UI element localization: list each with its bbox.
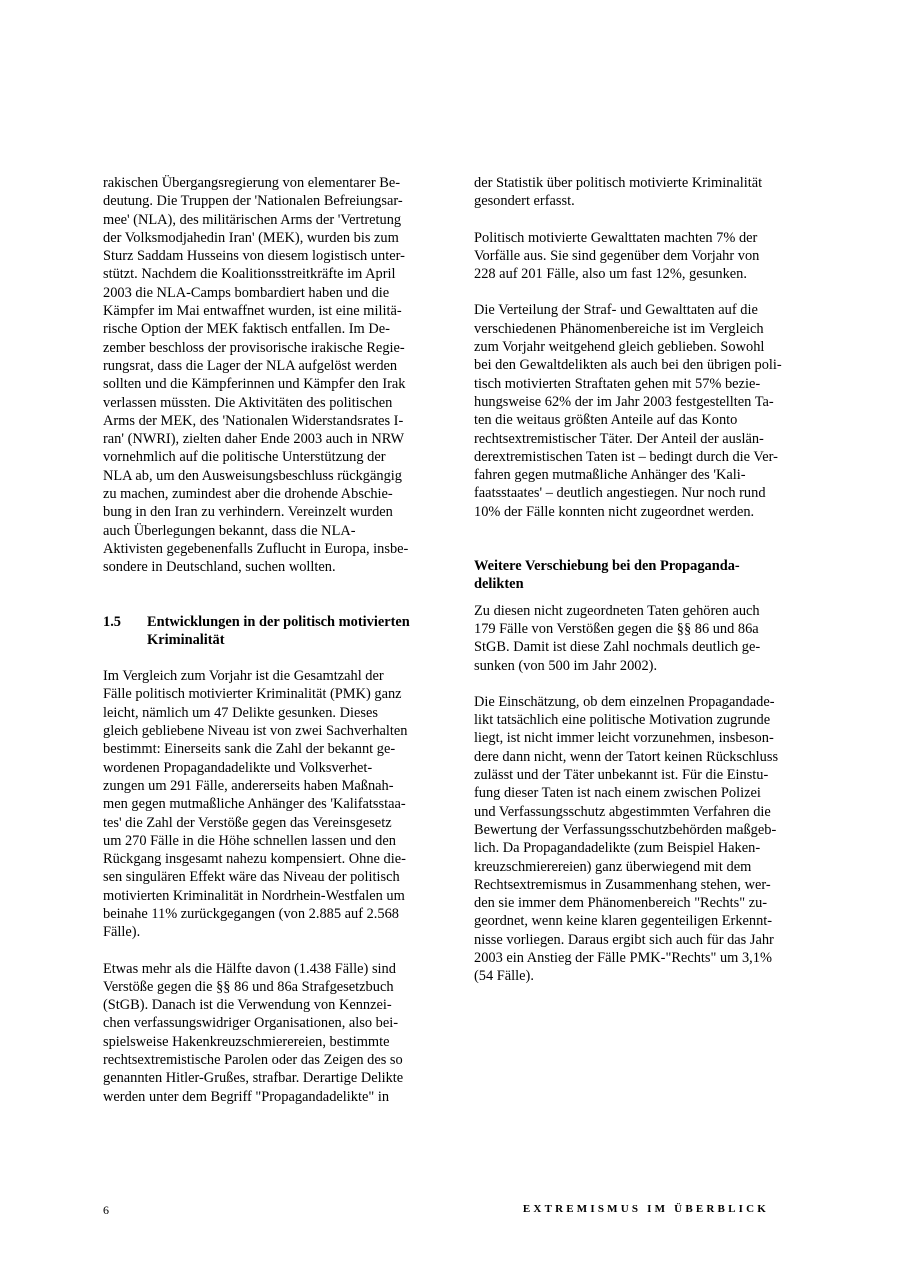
text-line: faatsstaates' – deutlich angestiegen. Nur noch rund	[474, 485, 766, 502]
paragraph-einschaetzung	[474, 693, 796, 986]
text-line: geordnet, wenn keine klaren gegenteiligen Erkennt-	[474, 913, 773, 930]
text-line: Die Einschätzung, ob dem einzelnen Propagandade-	[474, 693, 775, 710]
text-line: Entwicklungen in der politisch motivierten	[147, 613, 410, 630]
text-line: Weitere Verschiebung bei den Propaganda-	[474, 558, 740, 575]
text-line: kreuzschmierereien) ganz überwiegend mit dem	[474, 858, 752, 875]
text-line: rische Option der MEK faktisch entfallen. Im De-	[103, 321, 390, 338]
text-line: bei den Gewaltdelikten als auch bei den übrigen poli-	[474, 357, 782, 374]
text-line: dere dann nicht, wenn der Tatort keinen Rückschluss	[474, 748, 779, 765]
text-line: derextremistischen Taten ist – bedingt durch die Ver-	[474, 448, 778, 465]
text-line: Die Verteilung der Straf- und Gewalttaten auf die	[474, 302, 758, 319]
text-line: gesondert erfasst.	[474, 193, 575, 210]
text-line: werden unter dem Begriff "Propagandadelikte" in	[103, 1088, 390, 1105]
text-line: auch Überlegungen bekannt, dass die NLA-	[103, 522, 356, 539]
section-title	[147, 613, 410, 650]
text-line: chen verfassungswidriger Organisationen, also bei-	[103, 1015, 399, 1032]
text-line: Sturz Saddam Husseins von diesem logistisch unter-	[103, 248, 405, 265]
text-line: zu machen, zumindest aber die drohende Abschie-	[103, 486, 393, 503]
text-line: 228 auf 201 Fälle, also um fast 12%, gesunken.	[474, 266, 747, 283]
text-line: der Volksmodjahedin Iran' (MEK), wurden bis zum	[103, 229, 399, 246]
text-line: (StGB). Danach ist die Verwendung von Kennzei-	[103, 997, 392, 1014]
subsection-heading	[474, 557, 796, 594]
text-line: rechtsextremistische Parolen oder das Zeigen des so	[103, 1052, 403, 1069]
text-line: Rechtsextremismus in Zusammenhang stehen, wer-	[474, 876, 771, 893]
text-line: und Verfassungsschutz abgestimmten Verfahren die	[474, 803, 771, 820]
text-line: fahren gegen mutmaßliche Anhänger des 'Kali-	[474, 467, 746, 484]
text-line: likt tatsächlich eine politische Motivation zugrunde	[474, 712, 771, 729]
right-column	[474, 174, 796, 986]
text-line: verschiedenen Phänomenbereiche ist im Vergleich	[474, 320, 764, 337]
text-line: 10% der Fälle konnten nicht zugeordnet werden.	[474, 503, 755, 520]
paragraph-pmk-overview	[103, 667, 425, 941]
text-line: rechtsextremistischer Täter. Der Anteil der auslän-	[474, 430, 764, 447]
text-line: Kämpfer im Mai entwaffnet wurden, ist eine militä-	[103, 303, 402, 320]
text-line: deutung. Die Truppen der 'Nationalen Befreiungsar-	[103, 193, 403, 210]
text-line: Fälle politisch motivierter Kriminalität (PMK) ganz	[103, 686, 402, 703]
text-line: tes' die Zahl der Verstöße gegen das Vereinsgesetz	[103, 814, 392, 831]
text-line: beinahe 11% zurückgegangen (von 2.885 auf 2.568	[103, 905, 399, 922]
text-line: gleich gebliebene Niveau ist von zwei Sachverhalten	[103, 723, 408, 740]
text-line: bestimmt: Einerseits sank die Zahl der bekannt ge-	[103, 741, 396, 758]
text-line: leicht, nämlich um 47 Delikte gesunken. Dieses	[103, 704, 378, 721]
left-column	[103, 174, 425, 1106]
text-line: vornehmlich auf die politische Unterstützung der	[103, 449, 386, 466]
text-line: sondere in Deutschland, suchen wollten.	[103, 559, 336, 576]
text-line: nisse vorliegen. Daraus ergibt sich auch für das Jahr	[474, 931, 774, 948]
text-line: hungsweise 62% der im Jahr 2003 festgestellten Ta-	[474, 393, 774, 410]
text-line: bung in den Iran zu verhindern. Vereinzelt wurden	[103, 504, 393, 521]
text-line: zungen um 291 Fälle, andererseits haben Maßnah-	[103, 777, 394, 794]
text-line: ten die weitaus größten Anteile auf das Konto	[474, 412, 738, 429]
text-line: verlassen müssten. Die Aktivitäten des politischen	[103, 394, 393, 411]
text-line: Zu diesen nicht zugeordneten Taten gehören auch	[474, 602, 760, 619]
text-line: der Statistik über politisch motivierte Kriminalität	[474, 175, 763, 191]
text-line: den sie immer dem Phänomenbereich "Rechts" zu-	[474, 895, 768, 912]
text-line: Bewertung der Verfassungsschutzbehörden maßgeb-	[474, 821, 777, 838]
text-line: Etwas mehr als die Hälfte davon (1.438 Fälle) sind	[103, 960, 396, 977]
text-line: genannten Hitler-Grußes, strafbar. Derartige Delikte	[103, 1070, 404, 1087]
text-line: rakischen Übergangsregierung von elementarer Be-	[103, 175, 401, 191]
text-line: zember beschloss der provisorische irakische Regie-	[103, 339, 405, 356]
text-line: men gegen mutmaßliche Anhänger des 'Kalifatsstaa-	[103, 796, 406, 813]
text-line: Vorfälle aus. Sie sind gegenüber dem Vorjahr von	[474, 247, 760, 264]
text-line: 179 Fälle von Verstößen gegen die §§ 86 und 86a	[474, 620, 759, 637]
text-line: liegt, ist nicht immer leicht vorzunehmen, insbeson-	[474, 730, 774, 747]
text-line: spielsweise Hakenkreuzschmierereien, bestimmte	[103, 1033, 390, 1050]
text-line: fung dieser Taten ist nach einem zwischen Polizei	[474, 785, 761, 802]
section-number: 1.5	[103, 613, 121, 630]
text-line: (54 Fälle).	[474, 968, 534, 985]
paragraph-mek-nla	[103, 174, 425, 577]
text-line: NLA ab, um den Ausweisungsbeschluss rückgängig	[103, 467, 402, 484]
text-line: Fälle).	[103, 924, 141, 941]
text-line: 2003 die NLA-Camps bombardiert haben und die	[103, 284, 390, 301]
text-line: sen singulären Effekt wäre das Niveau der politisch	[103, 869, 400, 886]
paragraph-propagandadelikte	[103, 960, 425, 1106]
paragraph-gewalttaten	[474, 229, 796, 284]
text-line: delikten	[474, 576, 524, 593]
text-line: 2003 ein Anstieg der Fälle PMK-"Rechts" um 3,1%	[474, 949, 772, 966]
text-line: sollten und die Kämpferinnen und Kämpfer den Irak	[103, 376, 406, 393]
text-line: mee' (NLA), des militärischen Arms der 'Vertretung	[103, 211, 402, 228]
text-line: Verstöße gegen die §§ 86 und 86a Strafgesetzbuch	[103, 978, 394, 995]
text-line: Politisch motivierte Gewalttaten machten 7% der	[474, 229, 758, 246]
text-line: Rückgang insgesamt nahezu kompensiert. Ohne die-	[103, 851, 406, 868]
text-line: Aktivisten gegebenenfalls Zuflucht in Europa, insbe-	[103, 540, 409, 557]
text-line: zulässt und der Täter unbekannt ist. Für die Einstu-	[474, 767, 769, 784]
text-line: Im Vergleich zum Vorjahr ist die Gesamtzahl der	[103, 668, 384, 685]
text-line: motivierten Kriminalität in Nordrhein-Westfalen um	[103, 887, 405, 904]
text-line: Arms der MEK, des 'Nationalen Widerstandsrates I-	[103, 412, 404, 429]
running-title: EXTREMISMUS IM ÜBERBLICK	[522, 1203, 769, 1215]
section-heading	[103, 613, 425, 650]
text-line: StGB. Damit ist diese Zahl nochmals deutlich ge-	[474, 639, 761, 656]
paragraph-nicht-zugeordnet	[474, 602, 796, 675]
text-line: um 270 Fälle in die Höhe schnellen lassen und den	[103, 832, 396, 849]
text-line: wordenen Propagandadelikte und Volksverhet-	[103, 759, 373, 776]
text-line: rungsrat, dass die Lager der NLA aufgelöst werden	[103, 357, 398, 374]
text-line: ran' (NWRI), zielten daher Ende 2003 auch in NRW	[103, 431, 405, 448]
text-line: sunken (von 500 im Jahr 2002).	[474, 657, 658, 674]
text-line: lich. Da Propagandadelikte (zum Beispiel Haken-	[474, 840, 761, 857]
text-line: tisch motivierten Straftaten gehen mit 57% bezie-	[474, 375, 761, 392]
text-line: Kriminalität	[147, 631, 225, 648]
paragraph-verteilung	[474, 301, 796, 521]
text-line: stützt. Nachdem die Koalitionsstreitkräfte im April	[103, 266, 396, 283]
page-number: 6	[103, 1203, 109, 1217]
paragraph-statistik	[474, 174, 796, 211]
text-line: zum Vorjahr weitgehend gleich geblieben. Sowohl	[474, 339, 765, 356]
